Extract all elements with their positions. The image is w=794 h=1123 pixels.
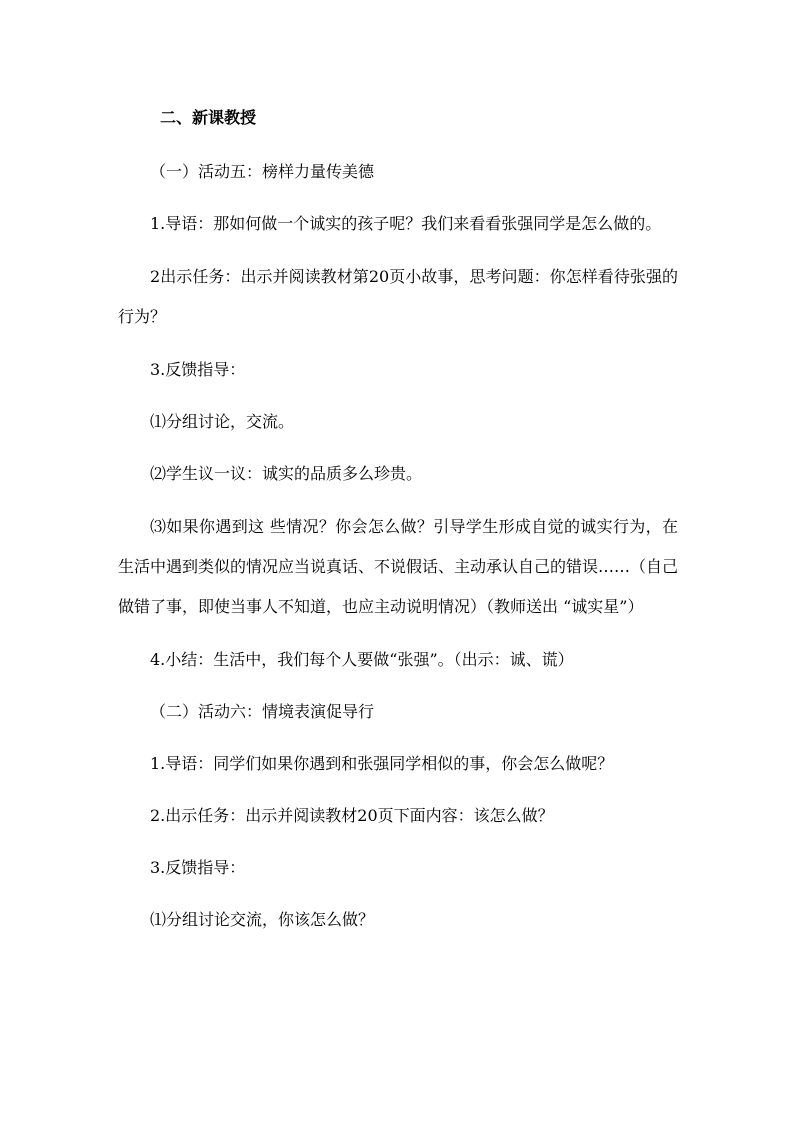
activity-five-heading: （一）活动五：榜样力量传美德 [150,162,375,181]
paragraph-7-feedback: 3.反馈指导： [150,858,246,877]
paragraph-5-intro: 1.导语：同学们如果你遇到和张强同学相似的事，你会怎么做呢？ [150,754,614,773]
activity-six-heading: （二）活动六：情境表演促导行 [150,702,375,721]
paragraph-4-summary: 4.小结：生活中，我们每个人要做“张强”。（出示：诚、谎） [150,650,574,669]
paragraph-6-task: 2.出示任务：出示并阅读教材20页下面内容：该怎么做？ [150,806,554,825]
item-2-student-talk: ⑵学生议一议：诚实的品质多么珍贵。 [150,464,423,483]
item-4-group-discussion: ⑴分组讨论交流，你该怎么做？ [150,910,375,929]
document-body [118,100,678,940]
paragraph-1-intro: 1.导语：那如何做一个诚实的孩子呢？我们来看看张强同学是怎么做的。 [150,214,662,233]
section-title: 二、新课教授 [160,108,257,127]
item-1-discussion: ⑴分组讨论，交流。 [150,412,295,431]
paragraph-3-feedback: 3.反馈指导： [150,360,246,379]
item-3-scenario: ⑶如果你遇到这 些情况？你会怎么做？引导学生形成自觉的诚实行为，在生活中遇到类似的情况应当说真话、不说假话、主动承认自己的错误……（自己做错了事，即使当事人不知道，也应主动说明情况）（教师送出 “诚实星”） [118,517,679,616]
paragraph-2-task: 2出示任务：出示并阅读教材第20页小故事，思考问题：你怎样看待张强的行为？ [118,267,678,326]
